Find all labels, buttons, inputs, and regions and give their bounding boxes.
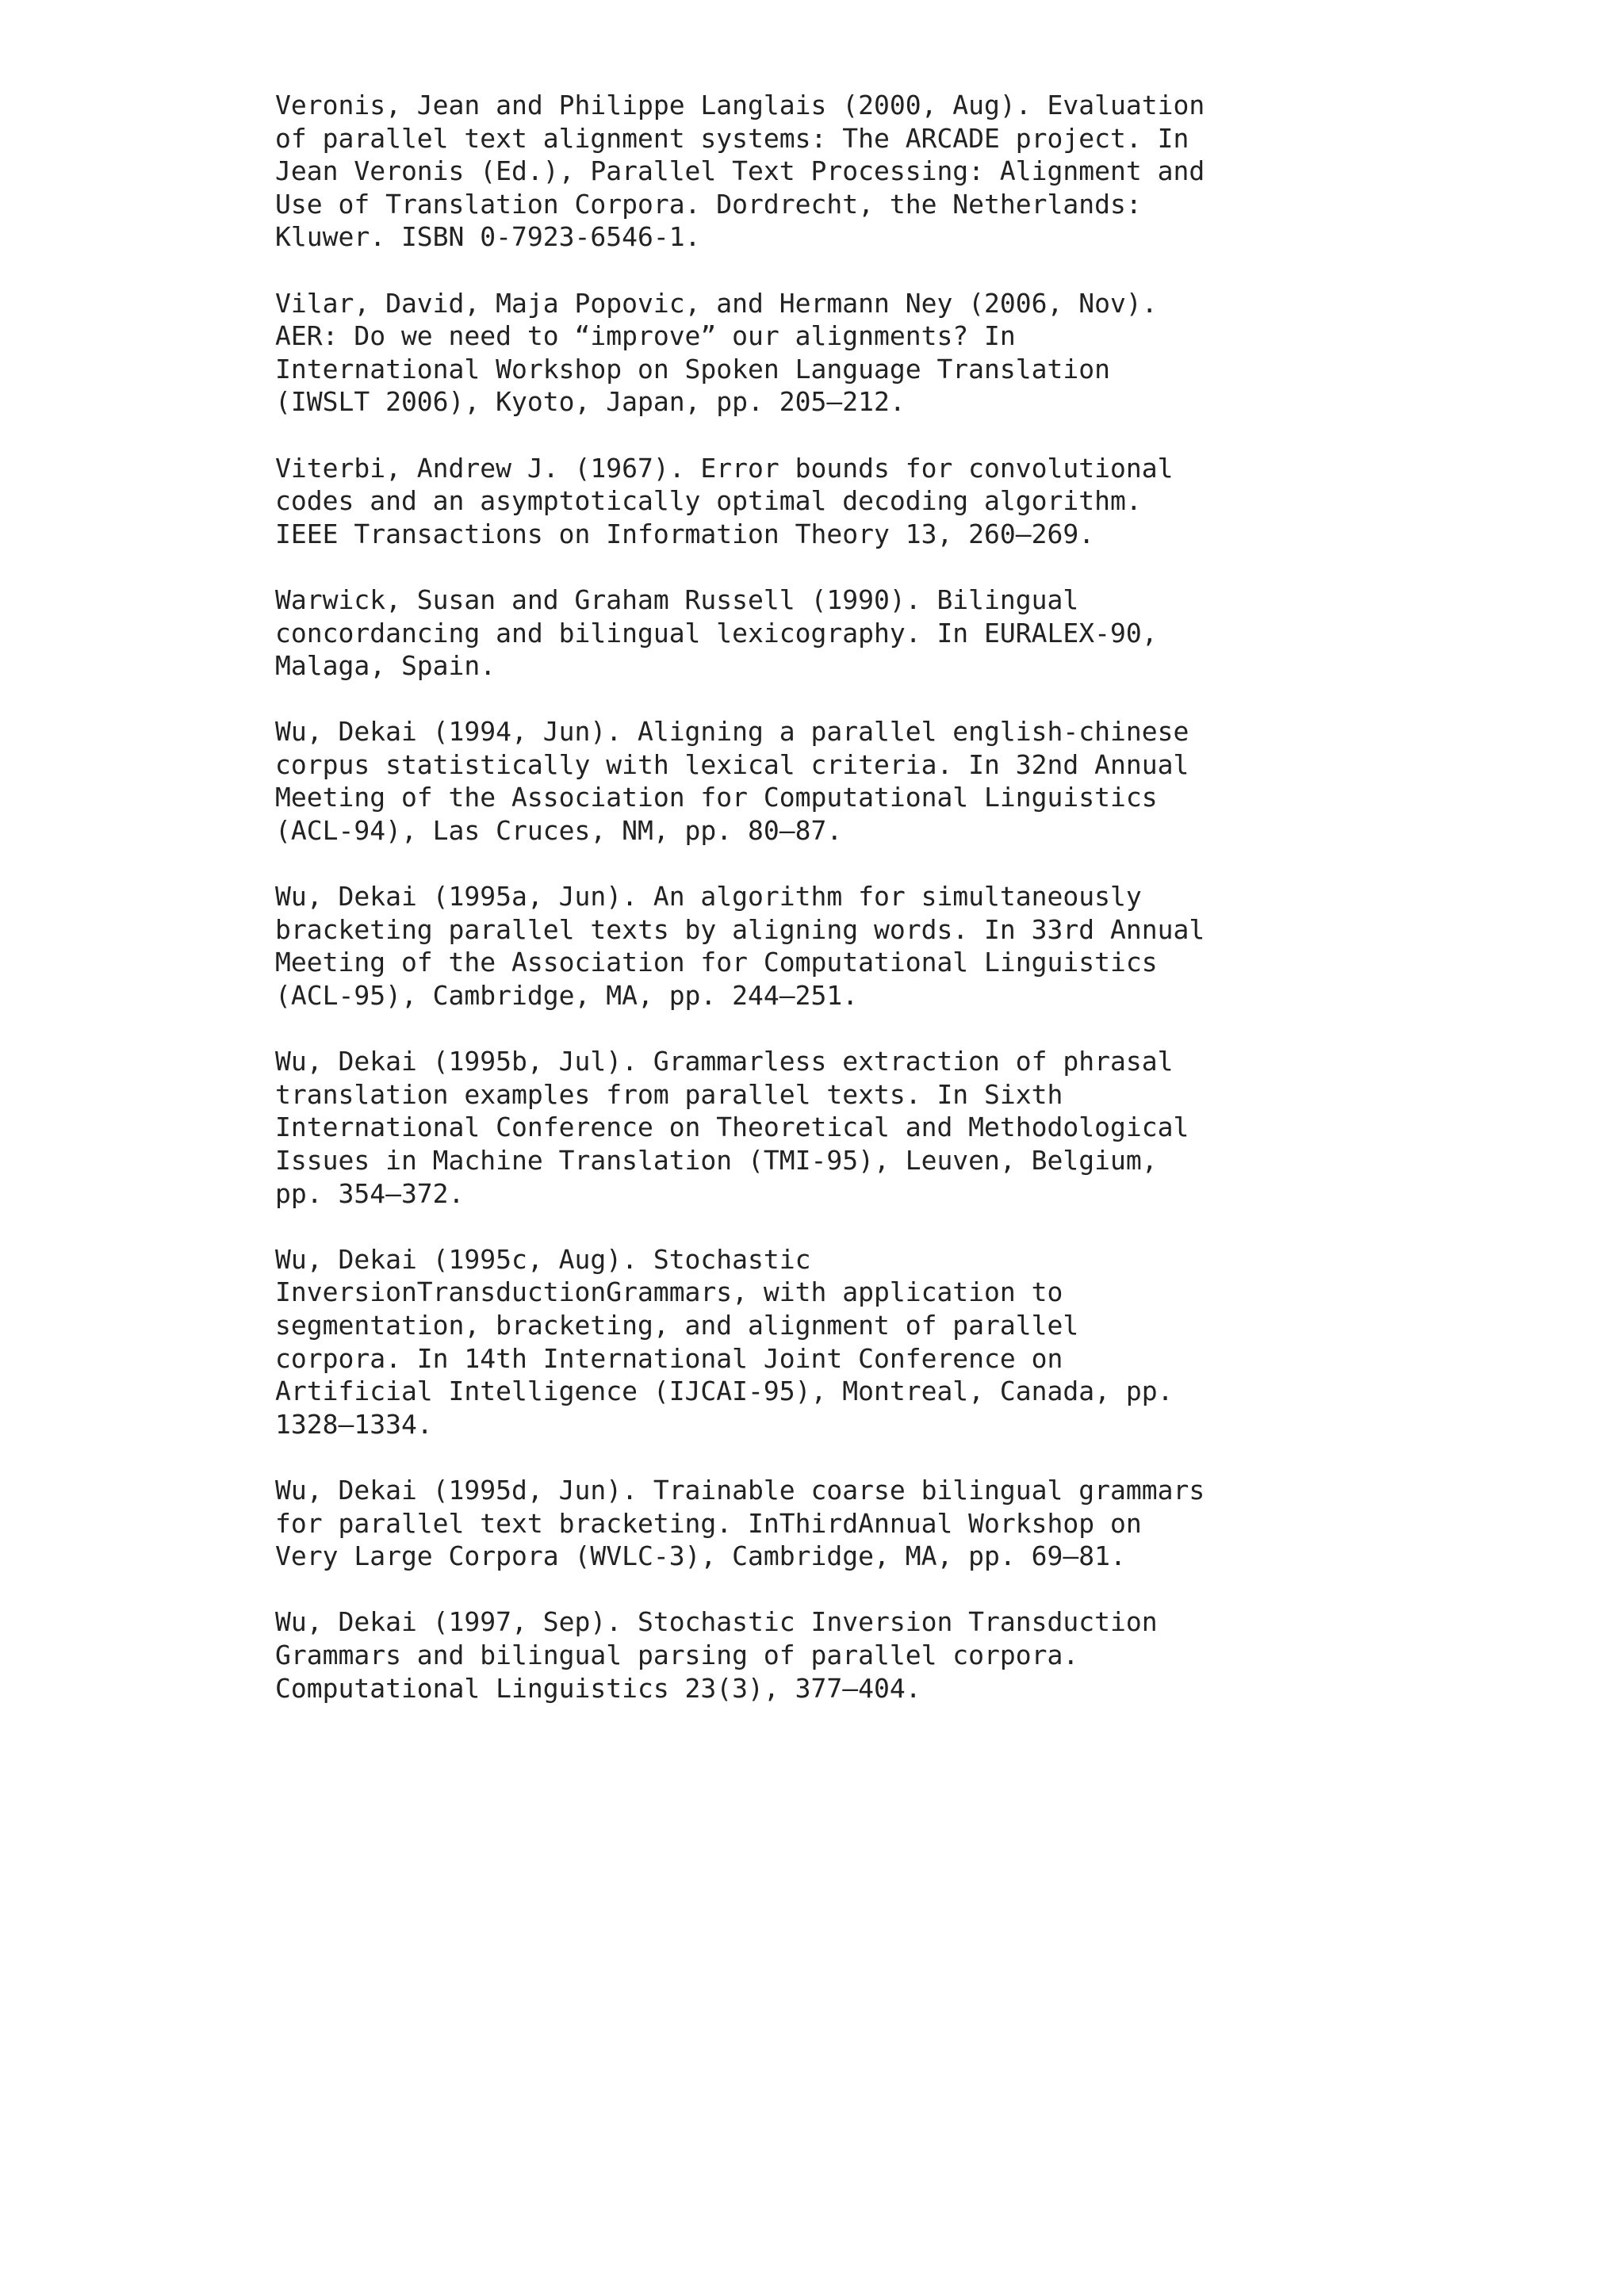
reference-line: Warwick, Susan and Graham Russell (1990). Bilingual	[275, 584, 1079, 615]
reference-line: Meeting of the Association for Computational Linguistics	[275, 782, 1158, 813]
reference-line: Computational Linguistics 23(3), 377–404.	[275, 1672, 921, 1704]
reference-line: Wu, Dekai (1995b, Jul). Grammarless extraction of phrasal	[275, 1046, 1174, 1077]
reference-entry	[275, 880, 1385, 1012]
reference-line: Use of Translation Corpora. Dordrecht, the Netherlands:	[275, 188, 1142, 220]
reference-entry	[275, 452, 1385, 551]
reference-line: (IWSLT 2006), Kyoto, Japan, pp. 205–212.	[275, 386, 906, 418]
reference-entry	[275, 1474, 1385, 1573]
reference-line: (ACL-95), Cambridge, MA, pp. 244–251.	[275, 980, 859, 1012]
reference-line: translation examples from parallel texts. In Sixth	[275, 1078, 1063, 1110]
reference-entry	[275, 1243, 1385, 1441]
reference-line: Meeting of the Association for Computational Linguistics	[275, 947, 1158, 978]
reference-line: Malaga, Spain.	[275, 650, 496, 682]
reference-line: Veronis, Jean and Philippe Langlais (2000, Aug). Evaluation	[275, 90, 1205, 121]
reference-line: InversionTransductionGrammars, with application to	[275, 1276, 1063, 1308]
reference-line: IEEE Transactions on Information Theory 13, 260–269.	[275, 518, 1095, 549]
reference-line: bracketing parallel texts by aligning words. In 33rd Annual	[275, 913, 1205, 945]
reference-line: concordancing and bilingual lexicography. In EURALEX-90,	[275, 617, 1158, 649]
reference-line: Wu, Dekai (1995a, Jun). An algorithm for simultaneously	[275, 881, 1142, 913]
reference-line: Vilar, David, Maja Popovic, and Hermann Ney (2006, Nov).	[275, 287, 1158, 319]
reference-line: Artificial Intelligence (IJCAI-95), Montreal, Canada, pp.	[275, 1376, 1174, 1407]
reference-line: for parallel text bracketing. InThirdAnnual Workshop on	[275, 1507, 1142, 1539]
reference-line: AER: Do we need to “improve” our alignments? In	[275, 320, 1016, 352]
reference-line: Jean Veronis (Ed.), Parallel Text Processing: Alignment and	[275, 155, 1205, 187]
reference-entry	[275, 1605, 1385, 1705]
reference-line: Grammars and bilingual parsing of parallel corpora.	[275, 1639, 1079, 1670]
reference-line: Wu, Dekai (1997, Sep). Stochastic Inversion Transduction	[275, 1606, 1158, 1638]
reference-line: 1328–1334.	[275, 1408, 433, 1440]
reference-entry	[275, 584, 1385, 683]
reference-line: Wu, Dekai (1995c, Aug). Stochastic	[275, 1243, 811, 1275]
reference-line: Wu, Dekai (1995d, Jun). Trainable coarse bilingual grammars	[275, 1474, 1205, 1506]
reference-line: Issues in Machine Translation (TMI-95), Leuven, Belgium,	[275, 1145, 1158, 1176]
reference-line: segmentation, bracketing, and alignment of parallel	[275, 1309, 1079, 1341]
reference-entry	[275, 1045, 1385, 1210]
reference-list	[275, 89, 1385, 1738]
reference-line: of parallel text alignment systems: The ARCADE project. In	[275, 122, 1189, 154]
reference-line: Viterbi, Andrew J. (1967). Error bounds for convolutional	[275, 452, 1174, 484]
reference-line: Kluwer. ISBN 0-7923-6546-1.	[275, 221, 701, 253]
reference-line: (ACL-94), Las Cruces, NM, pp. 80–87.	[275, 815, 843, 847]
reference-line: Very Large Corpora (WVLC-3), Cambridge, MA, pp. 69–81.	[275, 1540, 1126, 1572]
reference-entry	[275, 715, 1385, 847]
reference-line: International Workshop on Spoken Language Translation	[275, 353, 1110, 385]
reference-entry	[275, 287, 1385, 419]
reference-line: corpus statistically with lexical criteria. In 32nd Annual	[275, 748, 1189, 780]
reference-entry	[275, 89, 1385, 254]
reference-line: codes and an asymptotically optimal decoding algorithm.	[275, 485, 1142, 517]
reference-line: pp. 354–372.	[275, 1177, 465, 1209]
reference-line: International Conference on Theoretical and Methodological	[275, 1112, 1189, 1143]
reference-line: Wu, Dekai (1994, Jun). Aligning a parallel english-chinese	[275, 716, 1189, 748]
reference-line: corpora. In 14th International Joint Conference on	[275, 1342, 1063, 1374]
